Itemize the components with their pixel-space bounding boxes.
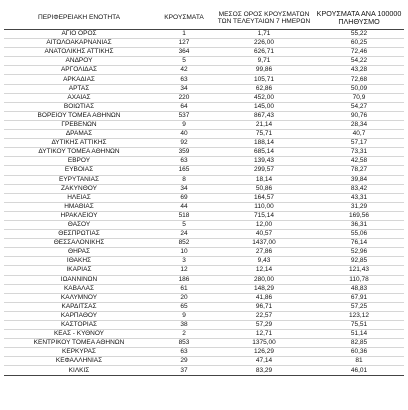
region-cell: ΑΝΔΡΟΥ bbox=[4, 57, 154, 66]
region-cell: ΚΑΡΠΑΘΟΥ bbox=[4, 311, 154, 320]
table-row bbox=[4, 48, 404, 57]
seven-day-average-cell: 41,86 bbox=[214, 293, 314, 302]
per-100000-cell: 39,84 bbox=[314, 175, 404, 184]
per-100000-cell: 36,31 bbox=[314, 220, 404, 229]
seven-day-average-cell: 9,43 bbox=[214, 257, 314, 266]
seven-day-average-cell: 47,14 bbox=[214, 357, 314, 366]
cases-cell: 92 bbox=[154, 139, 214, 148]
table-row bbox=[4, 75, 404, 84]
per-100000-cell: 40,7 bbox=[314, 130, 404, 139]
seven-day-average-cell: 12,14 bbox=[214, 266, 314, 275]
table-row bbox=[4, 39, 404, 48]
table-row bbox=[4, 193, 404, 202]
table-row bbox=[4, 175, 404, 184]
cases-cell: 20 bbox=[154, 293, 214, 302]
cases-cell: 69 bbox=[154, 193, 214, 202]
per-100000-cell: 67,91 bbox=[314, 293, 404, 302]
per-100000-cell: 51,14 bbox=[314, 330, 404, 339]
region-cell: ΑΝΑΤΟΛΙΚΗΣ ΑΤΤΙΚΗΣ bbox=[4, 48, 154, 57]
seven-day-average-cell: 75,71 bbox=[214, 130, 314, 139]
cases-cell: 10 bbox=[154, 248, 214, 257]
table-row bbox=[4, 120, 404, 129]
cases-cell: 853 bbox=[154, 339, 214, 348]
cases-cell: 44 bbox=[154, 202, 214, 211]
table-row bbox=[4, 230, 404, 239]
per-100000-cell: 110,78 bbox=[314, 275, 404, 284]
seven-day-average-cell: 21,14 bbox=[214, 120, 314, 129]
seven-day-average-cell: 145,00 bbox=[214, 102, 314, 111]
cases-cell: 2 bbox=[154, 330, 214, 339]
region-cell: ΖΑΚΥΝΘΟΥ bbox=[4, 184, 154, 193]
per-100000-cell: 28,34 bbox=[314, 120, 404, 129]
cases-cell: 359 bbox=[154, 148, 214, 157]
table-row bbox=[4, 266, 404, 275]
region-cell: ΑΡΚΑΔΙΑΣ bbox=[4, 75, 154, 84]
per-100000-cell: 55,06 bbox=[314, 230, 404, 239]
per-100000-cell: 57,25 bbox=[314, 302, 404, 311]
per-100000-cell: 70,9 bbox=[314, 93, 404, 102]
region-cell: ΗΜΑΘΙΑΣ bbox=[4, 202, 154, 211]
table-row bbox=[4, 157, 404, 166]
region-cell: ΚΑΒΑΛΑΣ bbox=[4, 284, 154, 293]
table-row bbox=[4, 148, 404, 157]
regional-cases-table bbox=[4, 6, 404, 376]
table-row bbox=[4, 220, 404, 229]
cases-cell: 61 bbox=[154, 284, 214, 293]
cases-cell: 364 bbox=[154, 48, 214, 57]
per-100000-cell: 31,29 bbox=[314, 202, 404, 211]
per-100000-cell: 48,83 bbox=[314, 284, 404, 293]
per-100000-cell: 82,85 bbox=[314, 339, 404, 348]
cases-cell: 1 bbox=[154, 30, 214, 39]
table-row bbox=[4, 321, 404, 330]
table-row bbox=[4, 166, 404, 175]
cases-cell: 3 bbox=[154, 257, 214, 266]
seven-day-average-cell: 164,57 bbox=[214, 193, 314, 202]
region-cell: ΒΟΡΕΙΟΥ ΤΟΜΕΑ ΑΘΗΝΩΝ bbox=[4, 111, 154, 120]
cases-cell: 37 bbox=[154, 366, 214, 375]
header-seven-day-average: ΜΕΣΟΣ ΟΡΟΣ ΚΡΟΥΣΜΑΤΩΝ ΤΩΝ ΤΕΛΕΥΤΑΙΩΝ 7 ΗΜΕΡΩΝ bbox=[214, 6, 314, 30]
seven-day-average-cell: 299,57 bbox=[214, 166, 314, 175]
region-cell: ΔΡΑΜΑΣ bbox=[4, 130, 154, 139]
per-100000-cell: 42,58 bbox=[314, 157, 404, 166]
table-row bbox=[4, 339, 404, 348]
per-100000-cell: 50,09 bbox=[314, 84, 404, 93]
seven-day-average-cell: 22,57 bbox=[214, 311, 314, 320]
header-cases-per-100000: ΚΡΟΥΣΜΑΤΑ ΑΝΑ 100000 ΠΛΗΘΥΣΜΟ bbox=[314, 6, 404, 30]
per-100000-cell: 55,22 bbox=[314, 30, 404, 39]
seven-day-average-cell: 62,86 bbox=[214, 84, 314, 93]
cases-cell: 38 bbox=[154, 321, 214, 330]
per-100000-cell: 72,68 bbox=[314, 75, 404, 84]
seven-day-average-cell: 50,86 bbox=[214, 184, 314, 193]
per-100000-cell: 60,36 bbox=[314, 348, 404, 357]
seven-day-average-cell: 280,00 bbox=[214, 275, 314, 284]
cases-cell: 127 bbox=[154, 39, 214, 48]
per-100000-cell: 60,25 bbox=[314, 39, 404, 48]
table-row bbox=[4, 202, 404, 211]
seven-day-average-cell: 1375,00 bbox=[214, 339, 314, 348]
table-row bbox=[4, 284, 404, 293]
seven-day-average-cell: 12,00 bbox=[214, 220, 314, 229]
cases-cell: 537 bbox=[154, 111, 214, 120]
region-cell: ΘΗΡΑΣ bbox=[4, 248, 154, 257]
per-100000-cell: 72,46 bbox=[314, 48, 404, 57]
cases-cell: 186 bbox=[154, 275, 214, 284]
table-row bbox=[4, 330, 404, 339]
cases-cell: 40 bbox=[154, 130, 214, 139]
region-cell: ΕΥΒΟΙΑΣ bbox=[4, 166, 154, 175]
per-100000-cell: 123,12 bbox=[314, 311, 404, 320]
seven-day-average-cell: 105,71 bbox=[214, 75, 314, 84]
seven-day-average-cell: 188,14 bbox=[214, 139, 314, 148]
cases-cell: 34 bbox=[154, 84, 214, 93]
per-100000-cell: 78,27 bbox=[314, 166, 404, 175]
region-cell: ΚΕΡΚΥΡΑΣ bbox=[4, 348, 154, 357]
per-100000-cell: 90,76 bbox=[314, 111, 404, 120]
seven-day-average-cell: 1437,00 bbox=[214, 239, 314, 248]
table-row bbox=[4, 293, 404, 302]
per-100000-cell: 73,31 bbox=[314, 148, 404, 157]
region-cell: ΑΓΙΟ ΟΡΟΣ bbox=[4, 30, 154, 39]
region-cell: ΔΥΤΙΚΟΥ ΤΟΜΕΑ ΑΘΗΝΩΝ bbox=[4, 148, 154, 157]
table-row bbox=[4, 130, 404, 139]
cases-cell: 5 bbox=[154, 220, 214, 229]
table-row bbox=[4, 57, 404, 66]
cases-cell: 220 bbox=[154, 93, 214, 102]
region-cell: ΚΙΛΚΙΣ bbox=[4, 366, 154, 375]
header-region: ΠΕΡΙΦΕΡΕΙΑΚΗ ΕΝΟΤΗΤΑ bbox=[4, 6, 154, 30]
region-cell: ΔΥΤΙΚΗΣ ΑΤΤΙΚΗΣ bbox=[4, 139, 154, 148]
per-100000-cell: 76,14 bbox=[314, 239, 404, 248]
seven-day-average-cell: 139,43 bbox=[214, 157, 314, 166]
table-row bbox=[4, 84, 404, 93]
table-row bbox=[4, 211, 404, 220]
table-row bbox=[4, 93, 404, 102]
table-row bbox=[4, 111, 404, 120]
region-cell: ΘΕΣΠΡΩΤΙΑΣ bbox=[4, 230, 154, 239]
region-cell: ΗΛΕΙΑΣ bbox=[4, 193, 154, 202]
table-row bbox=[4, 275, 404, 284]
cases-cell: 63 bbox=[154, 348, 214, 357]
table-row bbox=[4, 30, 404, 39]
cases-cell: 63 bbox=[154, 157, 214, 166]
region-cell: ΕΒΡΟΥ bbox=[4, 157, 154, 166]
seven-day-average-cell: 57,29 bbox=[214, 321, 314, 330]
seven-day-average-cell: 83,29 bbox=[214, 366, 314, 375]
seven-day-average-cell: 110,00 bbox=[214, 202, 314, 211]
seven-day-average-cell: 99,86 bbox=[214, 66, 314, 75]
cases-cell: 42 bbox=[154, 66, 214, 75]
seven-day-average-cell: 867,43 bbox=[214, 111, 314, 120]
per-100000-cell: 46,01 bbox=[314, 366, 404, 375]
cases-cell: 9 bbox=[154, 311, 214, 320]
table-row bbox=[4, 184, 404, 193]
region-cell: ΑΡΤΑΣ bbox=[4, 84, 154, 93]
region-cell: ΚΕΝΤΡΙΚΟΥ ΤΟΜΕΑ ΑΘΗΝΩΝ bbox=[4, 339, 154, 348]
table-row bbox=[4, 248, 404, 257]
cases-cell: 63 bbox=[154, 75, 214, 84]
seven-day-average-cell: 96,71 bbox=[214, 302, 314, 311]
table-row bbox=[4, 348, 404, 357]
cases-cell: 64 bbox=[154, 102, 214, 111]
per-100000-cell: 52,96 bbox=[314, 248, 404, 257]
region-cell: ΚΑΣΤΟΡΙΑΣ bbox=[4, 321, 154, 330]
region-cell: ΑΙΤΩΛΟΑΚΑΡΝΑΝΙΑΣ bbox=[4, 39, 154, 48]
cases-cell: 165 bbox=[154, 166, 214, 175]
cases-cell: 24 bbox=[154, 230, 214, 239]
per-100000-cell: 75,51 bbox=[314, 321, 404, 330]
table-row bbox=[4, 139, 404, 148]
cases-cell: 29 bbox=[154, 357, 214, 366]
cases-cell: 12 bbox=[154, 266, 214, 275]
per-100000-cell: 169,56 bbox=[314, 211, 404, 220]
header-cases: ΚΡΟΥΣΜΑΤΑ bbox=[154, 6, 214, 30]
cases-cell: 518 bbox=[154, 211, 214, 220]
table-row bbox=[4, 366, 404, 375]
table-row bbox=[4, 302, 404, 311]
region-cell: ΚΕΑΣ - ΚΥΘΝΟΥ bbox=[4, 330, 154, 339]
per-100000-cell: 57,17 bbox=[314, 139, 404, 148]
table-header bbox=[4, 6, 404, 30]
cases-cell: 9 bbox=[154, 120, 214, 129]
seven-day-average-cell: 18,14 bbox=[214, 175, 314, 184]
table-row bbox=[4, 102, 404, 111]
region-cell: ΙΘΑΚΗΣ bbox=[4, 257, 154, 266]
seven-day-average-cell: 226,00 bbox=[214, 39, 314, 48]
region-cell: ΙΚΑΡΙΑΣ bbox=[4, 266, 154, 275]
region-cell: ΑΡΓΟΛΙΔΑΣ bbox=[4, 66, 154, 75]
cases-cell: 5 bbox=[154, 57, 214, 66]
per-100000-cell: 81 bbox=[314, 357, 404, 366]
region-cell: ΑΧΑΪΑΣ bbox=[4, 93, 154, 102]
cases-cell: 65 bbox=[154, 302, 214, 311]
region-cell: ΚΑΛΥΜΝΟΥ bbox=[4, 293, 154, 302]
seven-day-average-cell: 452,00 bbox=[214, 93, 314, 102]
table-row bbox=[4, 357, 404, 366]
seven-day-average-cell: 626,71 bbox=[214, 48, 314, 57]
region-cell: ΘΑΣΟΥ bbox=[4, 220, 154, 229]
per-100000-cell: 92,85 bbox=[314, 257, 404, 266]
seven-day-average-cell: 715,14 bbox=[214, 211, 314, 220]
seven-day-average-cell: 685,14 bbox=[214, 148, 314, 157]
seven-day-average-cell: 148,29 bbox=[214, 284, 314, 293]
table-row bbox=[4, 239, 404, 248]
seven-day-average-cell: 9,71 bbox=[214, 57, 314, 66]
region-cell: ΒΟΙΩΤΙΑΣ bbox=[4, 102, 154, 111]
seven-day-average-cell: 12,71 bbox=[214, 330, 314, 339]
table-body bbox=[4, 30, 404, 376]
per-100000-cell: 54,27 bbox=[314, 102, 404, 111]
per-100000-cell: 43,31 bbox=[314, 193, 404, 202]
region-cell: ΕΥΡΥΤΑΝΙΑΣ bbox=[4, 175, 154, 184]
region-cell: ΘΕΣΣΑΛΟΝΙΚΗΣ bbox=[4, 239, 154, 248]
region-cell: ΚΑΡΔΙΤΣΑΣ bbox=[4, 302, 154, 311]
header-row bbox=[4, 6, 404, 30]
seven-day-average-cell: 40,57 bbox=[214, 230, 314, 239]
seven-day-average-cell: 1,71 bbox=[214, 30, 314, 39]
per-100000-cell: 54,22 bbox=[314, 57, 404, 66]
region-cell: ΙΩΑΝΝΙΝΩΝ bbox=[4, 275, 154, 284]
region-cell: ΓΡΕΒΕΝΩΝ bbox=[4, 120, 154, 129]
seven-day-average-cell: 27,86 bbox=[214, 248, 314, 257]
cases-cell: 8 bbox=[154, 175, 214, 184]
per-100000-cell: 83,42 bbox=[314, 184, 404, 193]
cases-cell: 34 bbox=[154, 184, 214, 193]
seven-day-average-cell: 126,29 bbox=[214, 348, 314, 357]
region-cell: ΚΕΦΑΛΛΗΝΙΑΣ bbox=[4, 357, 154, 366]
table-row bbox=[4, 257, 404, 266]
per-100000-cell: 43,28 bbox=[314, 66, 404, 75]
cases-cell: 852 bbox=[154, 239, 214, 248]
table-row bbox=[4, 311, 404, 320]
per-100000-cell: 121,43 bbox=[314, 266, 404, 275]
region-cell: ΗΡΑΚΛΕΙΟΥ bbox=[4, 211, 154, 220]
table-row bbox=[4, 66, 404, 75]
